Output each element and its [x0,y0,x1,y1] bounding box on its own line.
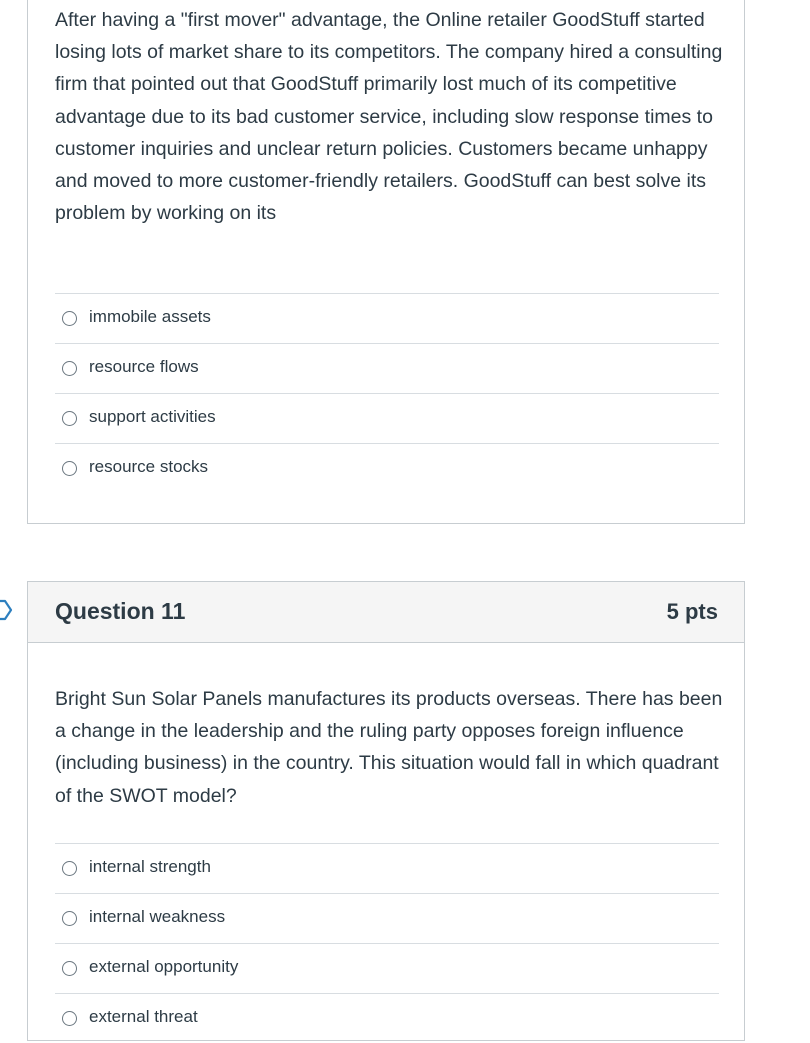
answer-option[interactable] [55,293,719,343]
answer-label[interactable]: resource flows [89,357,199,376]
question-10-text: After having a "first mover" advantage, the Online retailer GoodStuff started losing lots of market share to its competitors. The company hired a consulting firm that pointed out that GoodStuff primarily lost much of its competitive advantage due to its bad customer service, including slow response times to customer inquiries and unclear return policies. Customers became unhappy and moved to more customer-friendly retailers. GoodStuff can best solve its problem by working on its [55,9,723,225]
radio-button-icon[interactable] [62,311,77,326]
radio-button-icon[interactable] [62,961,77,976]
question-points: 5 pts [666,599,718,624]
question-11-header [28,582,744,643]
answer-label[interactable]: resource stocks [89,457,209,476]
answer-option[interactable] [55,393,719,443]
question-10-answers [55,293,719,493]
answer-label[interactable]: external threat [89,1007,198,1026]
radio-button-icon[interactable] [62,461,77,476]
answer-label[interactable]: external opportunity [89,957,239,976]
answer-label[interactable]: internal strength [89,857,211,876]
answer-option[interactable] [55,443,719,493]
radio-button-icon[interactable] [62,911,77,926]
question-10-card [27,0,745,524]
radio-button-icon[interactable] [62,411,77,426]
question-11-card [27,581,745,1041]
answer-option[interactable] [55,843,719,893]
answer-option[interactable] [55,943,719,993]
answer-label[interactable]: internal weakness [89,907,226,926]
radio-button-icon[interactable] [62,361,77,376]
answer-option[interactable] [55,993,719,1043]
answer-option[interactable] [55,893,719,943]
answer-option[interactable] [55,343,719,393]
question-11-text: Bright Sun Solar Panels manufactures its products overseas. There has been a change in the leadership and the ruling party opposes foreign influence (including business) in the country. This situation would fall in which quadrant of the SWOT model? [55,688,723,807]
answer-label[interactable]: support activities [89,407,216,426]
chevron-marker-icon[interactable] [0,599,14,621]
question-11-answers [55,843,719,1043]
answer-label[interactable]: immobile assets [89,307,211,326]
question-title: Question 11 [55,598,186,624]
radio-button-icon[interactable] [62,861,77,876]
